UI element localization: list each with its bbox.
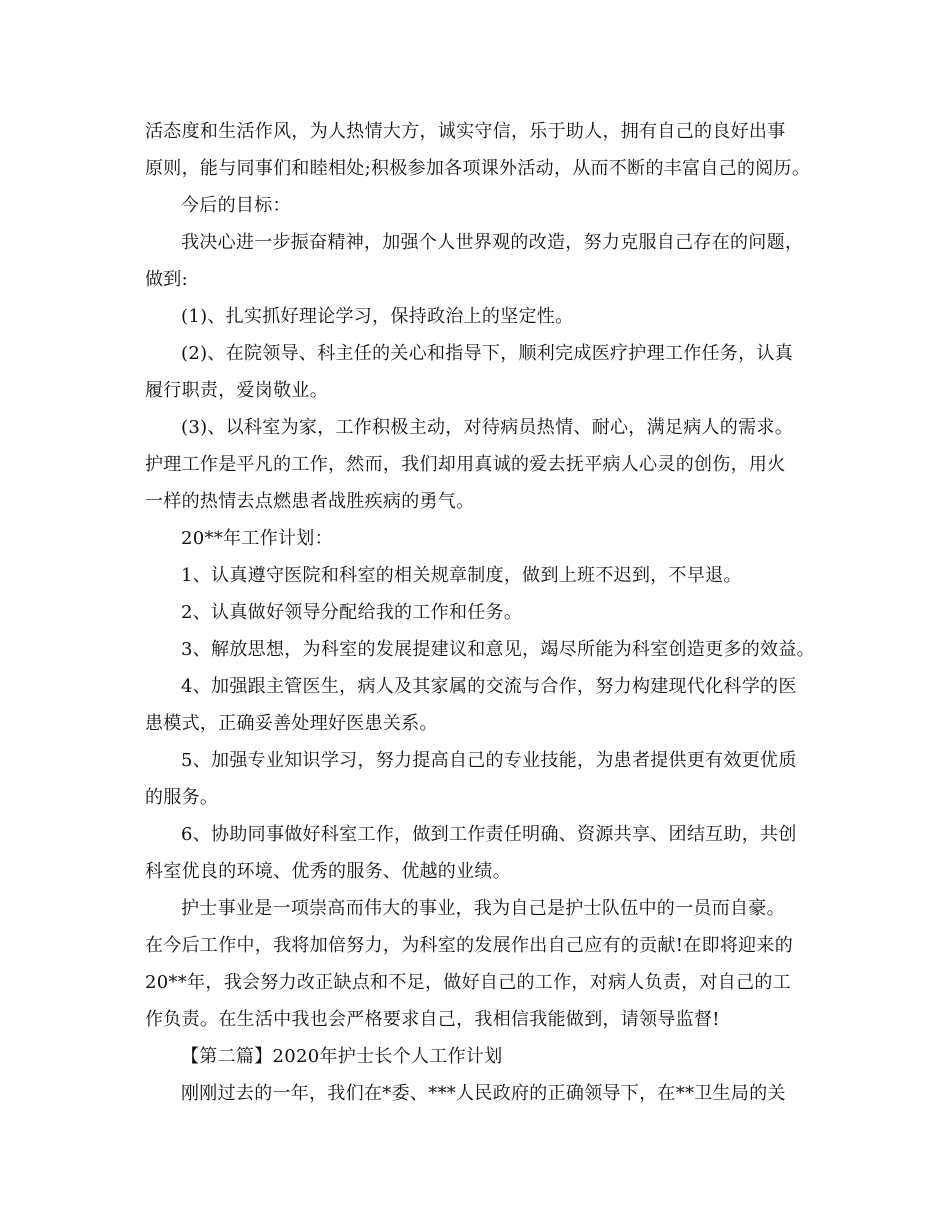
section-heading: 20**年工作计划： xyxy=(181,528,333,549)
section-heading: 今后的目标： xyxy=(181,195,291,216)
paragraph-line: 作负责。在生活中我也会严格要求自己，我相信我能做到，请领导监督! xyxy=(145,1009,720,1030)
paragraph-line: 活态度和生活作风，为人热情大方，诚实守信，乐于助人，拥有自己的良好出事 xyxy=(145,121,786,142)
paragraph-line: 一样的热情去点燃患者战胜疾病的勇气。 xyxy=(145,491,475,512)
list-item: (1)、扎实抓好理论学习，保持政治上的坚定性。 xyxy=(181,306,574,327)
paragraph-line: 护士事业是一项崇高而伟大的事业，我为自己是护士队伍中的一员而自豪。 xyxy=(181,898,785,919)
paragraph-line: 的服务。 xyxy=(145,787,219,808)
paragraph-line: 刚刚过去的一年，我们在*委、***人民政府的正确领导下，在**卫生局的关 xyxy=(181,1083,786,1104)
list-item: (2)、在院领导、科主任的关心和指导下，顺利完成医疗护理工作任务，认真 xyxy=(181,343,793,364)
list-item: (3)、以科室为家，工作积极主动，对待病员热情、耐心，满足病人的需求。 xyxy=(181,417,793,438)
paragraph-line: 在今后工作中，我将加倍努力，为科室的发展作出自己应有的贡献!在即将迎来的 xyxy=(145,935,794,956)
paragraph-line: 患模式，正确妥善处理好医患关系。 xyxy=(145,713,438,734)
list-item: 6、协助同事做好科室工作，做到工作责任明确、资源共享、团结互助，共创 xyxy=(181,824,797,845)
list-item: 4、加强跟主管医生，病人及其家属的交流与合作，努力构建现代化科学的医 xyxy=(181,676,797,697)
list-item: 3、解放思想，为科室的发展提建议和意见，竭尽所能为科室创造更多的效益。 xyxy=(181,639,815,660)
paragraph-line: 做到: xyxy=(145,269,188,290)
list-item: 5、加强专业知识学习，努力提高自己的专业技能，为患者提供更有效更优质 xyxy=(181,750,797,771)
paragraph-line: 我决心进一步振奋精神，加强个人世界观的改造，努力克服自己存在的问题， xyxy=(181,232,804,253)
paragraph-line: 科室优良的环境、优秀的服务、优越的业绩。 xyxy=(145,861,511,882)
paragraph-line: 履行职责，爱岗敬业。 xyxy=(145,380,328,401)
list-item: 1、认真遵守医院和科室的相关规章制度，做到上班不迟到，不早退。 xyxy=(181,565,742,586)
section-title: 【第二篇】2020年护士长个人工作计划 xyxy=(181,1046,503,1067)
paragraph-line: 原则，能与同事们和睦相处;积极参加各项课外活动，从而不断的丰富自己的阅历。 xyxy=(145,158,811,179)
paragraph-line: 20**年，我会努力改正缺点和不足，做好自己的工作，对病人负责，对自己的工 xyxy=(145,972,792,993)
list-item: 2、认真做好领导分配给我的工作和任务。 xyxy=(181,602,523,623)
paragraph-line: 护理工作是平凡的工作，然而，我们却用真诚的爱去抚平病人心灵的创伤，用火 xyxy=(145,454,786,475)
